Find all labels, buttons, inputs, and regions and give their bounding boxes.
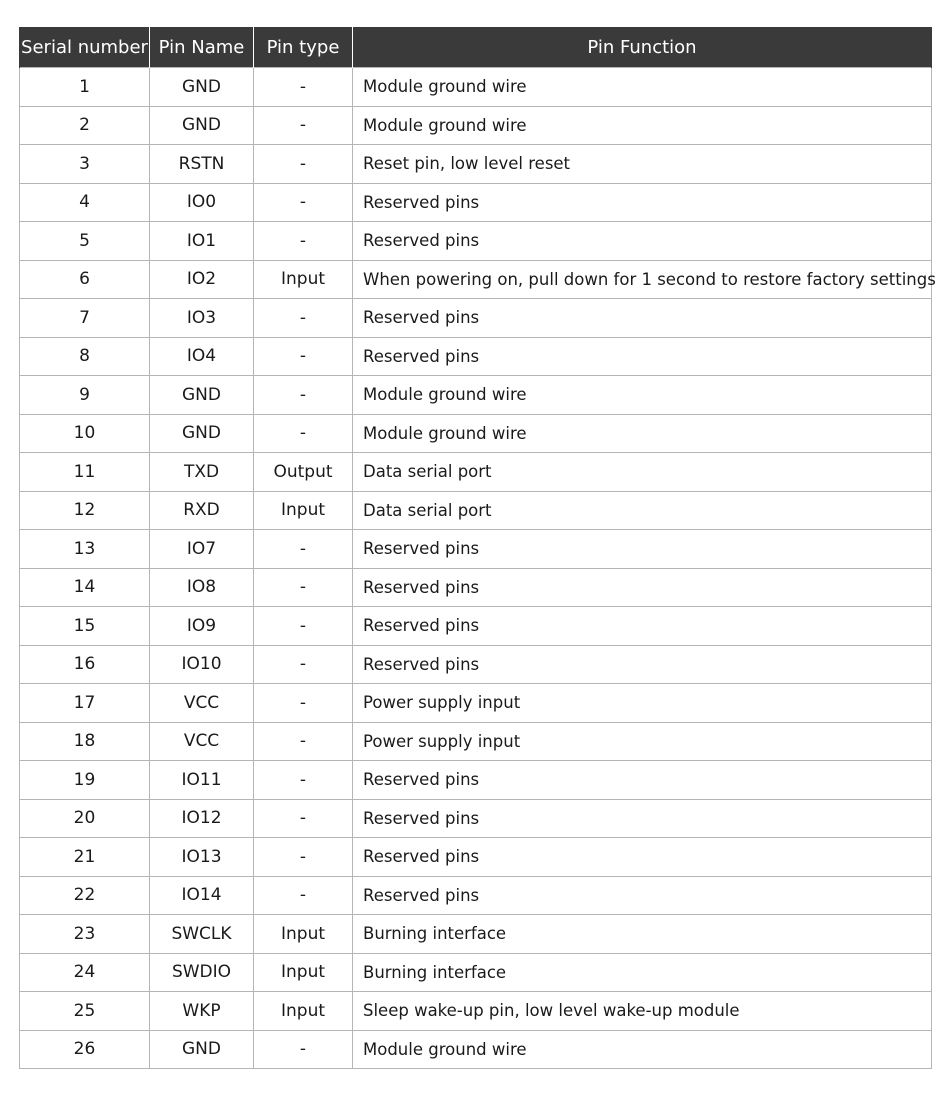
cell-pin-name: SWCLK [150,915,254,954]
table-body [20,68,936,1069]
cell-pin-type: - [254,1030,353,1069]
cell-serial-number: 13 [20,530,150,569]
table-header [20,27,932,68]
table-row [20,260,932,299]
cell-pin-function: Power supply input [353,684,932,723]
header-pin-type: Pin type [254,27,353,68]
cell-pin-type: - [254,799,353,838]
cell-serial-number: 24 [20,953,150,992]
cell-serial-number: 25 [20,992,150,1031]
cell-pin-name: IO8 [150,568,254,607]
cell-pin-type: - [254,607,353,646]
cell-pin-function: Reserved pins [353,607,932,646]
table-row [20,992,932,1031]
table-row [20,799,932,838]
cell-pin-name: IO11 [150,761,254,800]
cell-serial-number: 9 [20,376,150,415]
header-pin-function: Pin Function [353,27,932,68]
cell-pin-type: - [254,761,353,800]
cell-serial-number: 3 [20,145,150,184]
cell-serial-number: 18 [20,722,150,761]
header-serial-number: Serial number [20,27,150,68]
cell-pin-name: GND [150,414,254,453]
cell-pin-name: TXD [150,453,254,492]
cell-serial-number: 26 [20,1030,150,1069]
table-row [20,530,932,569]
cell-pin-function: Reserved pins [353,838,932,877]
cell-pin-name: IO1 [150,222,254,261]
cell-pin-type: - [254,568,353,607]
cell-pin-function: Reserved pins [353,645,932,684]
cell-pin-function: Module ground wire [353,106,932,145]
table-row [20,722,932,761]
cell-pin-name: IO12 [150,799,254,838]
cell-pin-type: - [254,183,353,222]
table-row [20,337,932,376]
cell-pin-type: - [254,337,353,376]
cell-serial-number: 21 [20,838,150,877]
cell-pin-name: IO7 [150,530,254,569]
cell-pin-name: IO3 [150,299,254,338]
cell-pin-function: When powering on, pull down for 1 second to restore factory settings [353,260,932,299]
cell-pin-function: Module ground wire [353,68,932,107]
table-row [20,414,932,453]
cell-serial-number: 11 [20,453,150,492]
cell-pin-function: Data serial port [353,491,932,530]
cell-pin-name: WKP [150,992,254,1031]
cell-pin-type: Output [254,453,353,492]
table-row [20,761,932,800]
table-row [20,645,932,684]
cell-serial-number: 1 [20,68,150,107]
table-row [20,1030,932,1069]
table-row [20,607,932,646]
cell-serial-number: 7 [20,299,150,338]
cell-pin-name: GND [150,68,254,107]
cell-pin-function: Module ground wire [353,414,932,453]
cell-pin-function: Reserved pins [353,799,932,838]
table-row [20,376,932,415]
cell-pin-name: IO2 [150,260,254,299]
cell-serial-number: 17 [20,684,150,723]
cell-pin-type: - [254,645,353,684]
cell-pin-function: Reserved pins [353,183,932,222]
table-row [20,453,932,492]
cell-serial-number: 6 [20,260,150,299]
table-row [20,953,932,992]
cell-serial-number: 15 [20,607,150,646]
cell-serial-number: 2 [20,106,150,145]
cell-pin-name: IO4 [150,337,254,376]
cell-pin-function: Reserved pins [353,530,932,569]
cell-pin-function: Power supply input [353,722,932,761]
cell-serial-number: 10 [20,414,150,453]
cell-serial-number: 20 [20,799,150,838]
table-row [20,222,932,261]
cell-pin-function: Reserved pins [353,222,932,261]
cell-serial-number: 23 [20,915,150,954]
cell-serial-number: 5 [20,222,150,261]
cell-pin-name: GND [150,1030,254,1069]
header-pin-name: Pin Name [150,27,254,68]
cell-serial-number: 22 [20,876,150,915]
cell-pin-type: Input [254,915,353,954]
cell-pin-name: SWDIO [150,953,254,992]
cell-pin-name: IO9 [150,607,254,646]
cell-pin-type: Input [254,992,353,1031]
cell-pin-function: Reserved pins [353,299,932,338]
cell-pin-type: - [254,376,353,415]
cell-pin-type: Input [254,260,353,299]
table-row [20,106,932,145]
table-row [20,145,932,184]
table-row [20,838,932,877]
cell-pin-function: Reserved pins [353,568,932,607]
header-row [20,27,932,68]
cell-pin-type: - [254,838,353,877]
cell-serial-number: 12 [20,491,150,530]
table-row [20,68,932,107]
cell-serial-number: 8 [20,337,150,376]
cell-pin-type: - [254,530,353,569]
cell-pin-type: - [254,876,353,915]
cell-pin-function: Reserved pins [353,761,932,800]
cell-pin-function: Sleep wake-up pin, low level wake-up module [353,992,932,1031]
cell-pin-type: - [254,145,353,184]
cell-pin-name: GND [150,106,254,145]
cell-pin-type: - [254,684,353,723]
cell-pin-function: Reserved pins [353,337,932,376]
cell-pin-function: Reserved pins [353,876,932,915]
cell-pin-name: RXD [150,491,254,530]
cell-pin-name: IO14 [150,876,254,915]
table-row [20,876,932,915]
table-row [20,299,932,338]
cell-serial-number: 19 [20,761,150,800]
table-row [20,915,932,954]
pin-definition-table [19,27,936,1069]
table-row [20,568,932,607]
cell-pin-name: IO10 [150,645,254,684]
cell-pin-function: Burning interface [353,915,932,954]
cell-pin-name: GND [150,376,254,415]
cell-pin-type: - [254,68,353,107]
table-row [20,491,932,530]
cell-pin-name: VCC [150,722,254,761]
cell-pin-function: Reset pin, low level reset [353,145,932,184]
cell-serial-number: 16 [20,645,150,684]
cell-pin-function: Data serial port [353,453,932,492]
cell-serial-number: 14 [20,568,150,607]
cell-pin-function: Burning interface [353,953,932,992]
cell-pin-type: Input [254,491,353,530]
cell-pin-name: IO0 [150,183,254,222]
table-row [20,684,932,723]
cell-pin-name: IO13 [150,838,254,877]
cell-pin-type: - [254,722,353,761]
cell-pin-function: Module ground wire [353,376,932,415]
cell-pin-type: - [254,106,353,145]
cell-pin-type: - [254,299,353,338]
table-row [20,183,932,222]
cell-pin-type: - [254,222,353,261]
cell-pin-name: RSTN [150,145,254,184]
cell-pin-type: - [254,414,353,453]
cell-serial-number: 4 [20,183,150,222]
cell-pin-function: Module ground wire [353,1030,932,1069]
cell-pin-type: Input [254,953,353,992]
cell-pin-name: VCC [150,684,254,723]
